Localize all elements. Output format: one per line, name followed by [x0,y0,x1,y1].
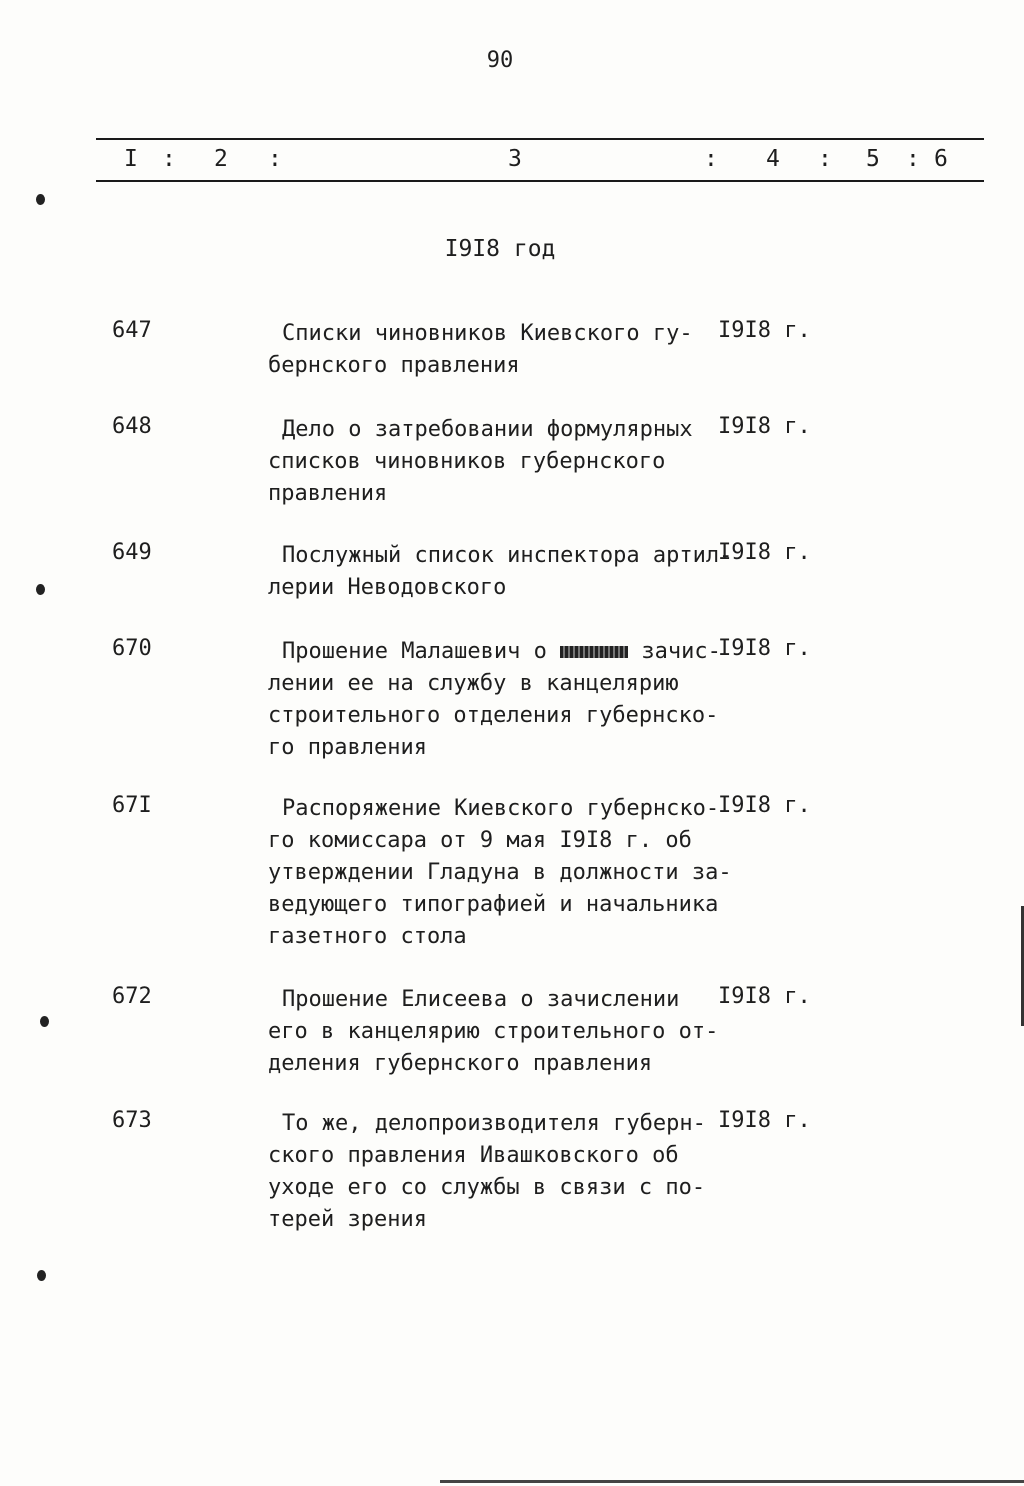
title-line: ского правления Ивашковского об [268,1143,679,1168]
header-separator: : [162,146,176,172]
entry-title [268,984,728,1080]
title-line: терей зрения [268,1207,427,1232]
title-line: газетного стола [268,924,467,949]
page-bottom-edge [440,1480,1024,1483]
title-line: уходе его со службы в связи с по- [268,1175,706,1200]
entry-number: 673 [112,1108,152,1133]
title-line: бернского правления [268,353,520,378]
header-col-5: 5 [866,146,880,172]
title-line-part: Прошение Малашевич о [282,639,547,664]
entry-date: I9I8 г. [718,793,811,818]
title-line: лении ее на службу в канцелярию [268,671,679,696]
header-col-2: 2 [214,146,228,172]
title-line: лерии Неводовского [268,575,507,600]
title-line: строительного отделения губернско- [268,703,719,728]
header-rule-bottom [96,180,984,182]
entry-number: 672 [112,984,152,1009]
entry-title [268,636,728,764]
header-separator: : [818,146,832,172]
entry-title [268,1108,728,1236]
header-separator: : [704,146,718,172]
entry-number: 649 [112,540,152,565]
binder-hole-mark [36,194,45,205]
title-line: деления губернского правления [268,1051,653,1076]
title-line: Распоряжение Киевского губернско- [282,796,720,821]
title-line [268,636,728,668]
header-separator: : [268,146,282,172]
entry-date: I9I8 г. [718,984,811,1009]
section-title: I9I8 год [444,236,556,262]
title-line: го комиссара от 9 мая I9I8 г. об [268,828,692,853]
entry-date: I9I8 г. [718,1108,811,1133]
title-line: его в канцелярию строительного от- [268,1019,719,1044]
header-col-6: 6 [934,146,948,172]
entry-title [268,793,732,953]
title-line: Списки чиновников Киевского гу- [282,321,693,346]
title-line: списков чиновников губернского [268,449,666,474]
title-line: правления [268,481,388,506]
title-line: го правления [268,735,427,760]
header-col-3: 3 [508,146,522,172]
entry-number: 67I [112,793,152,818]
binder-hole-mark [37,1270,46,1281]
page-number: 90 [486,48,514,73]
entry-date: I9I8 г. [718,318,811,343]
entry-date: I9I8 г. [718,636,811,661]
title-line: Прошение Елисеева о зачислении [282,987,680,1012]
entry-date: I9I8 г. [718,540,811,565]
struck-out-word [560,646,628,658]
header-col-1: I [124,146,138,172]
entry-title [268,414,728,510]
title-line: Дело о затребовании формулярных [282,417,693,442]
entry-number: 648 [112,414,152,439]
binder-hole-mark [36,584,45,595]
entry-title [268,318,728,382]
title-line: утверждении Гладуна в должности за- [268,860,732,885]
binder-hole-mark [40,1016,49,1027]
entry-number: 670 [112,636,152,661]
title-line: ведующего типографией и начальника [268,892,719,917]
header-separator: : [906,146,920,172]
header-rule-top [96,138,984,140]
title-line: То же, делопроизводителя губерн- [282,1111,706,1136]
title-line-part: зачис- [641,639,721,664]
title-line: Послужный список инспектора артил- [282,543,733,568]
entry-date: I9I8 г. [718,414,811,439]
entry-number: 647 [112,318,152,343]
entry-title [268,540,733,604]
header-col-4: 4 [766,146,780,172]
